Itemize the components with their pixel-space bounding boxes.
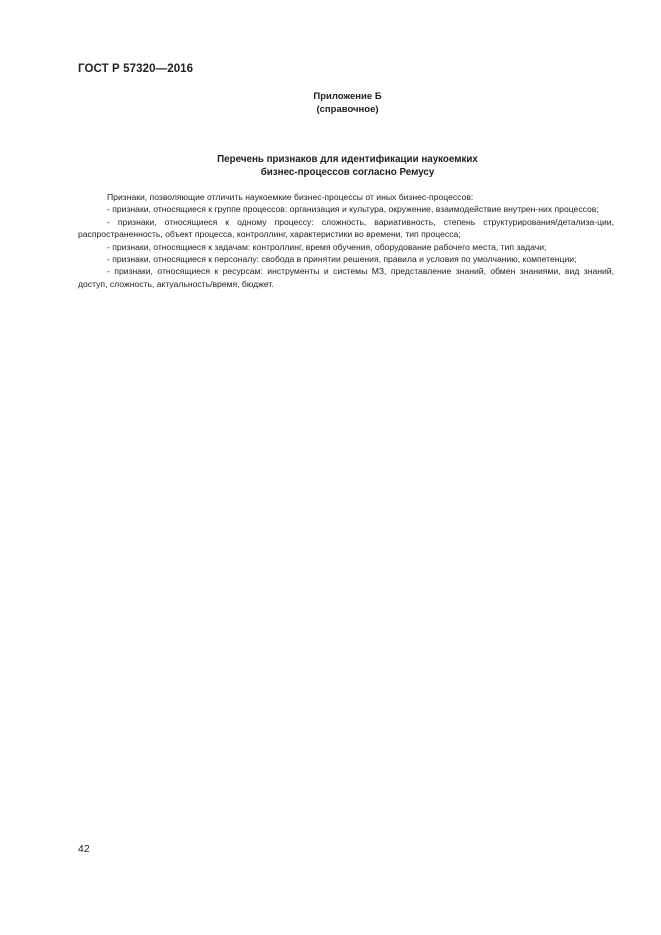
body-list-item-personnel: - признаки, относящиеся к персоналу: свобода в принятии решения, правила и условия по умолчанию, компетенции; — [107, 254, 577, 265]
body-text — [78, 191, 614, 290]
body-list-item-resources: - признаки, относящиеся к ресурсам: инструменты и системы МЗ, представление знаний, обмен знаниями, вид знаний, доступ, сложность, актуальность/время, бюджет. — [78, 266, 614, 289]
body-list-item-process-group: - признаки, относящиеся к группе процессов: организация и культура, окружение, взаимодействие внутрен-них процессов; — [107, 204, 599, 215]
section-title — [100, 153, 595, 179]
page-number: 42 — [78, 843, 90, 855]
appendix-type: (справочное) — [316, 104, 379, 115]
body-paragraph-intro: Признаки, позволяющие отличить наукоемкие бизнес-процессы от иных бизнес-процессов: — [107, 192, 474, 202]
appendix-label: Приложение Б — [313, 91, 382, 102]
document-code: ГОСТ Р 57320—2016 — [78, 63, 194, 75]
body-list-item-single-process: - признаки, относящиеся к одному процессу: сложность, вариативность, степень структурирования/детализа-ции, распространенность, объект процесса, контроллинг, характеристики во времени, тип процесса; — [78, 216, 614, 240]
appendix-heading — [190, 90, 505, 116]
section-title-line-2: бизнес-процессов согласно Ремусу — [260, 167, 435, 178]
body-list-item-tasks: - признаки, относящиеся к задачам: контроллинг, время обучения, оборудование рабочего места, тип задачи; — [107, 241, 547, 252]
section-title-line-1: Перечень признаков для идентификации наукоемких — [217, 154, 478, 165]
